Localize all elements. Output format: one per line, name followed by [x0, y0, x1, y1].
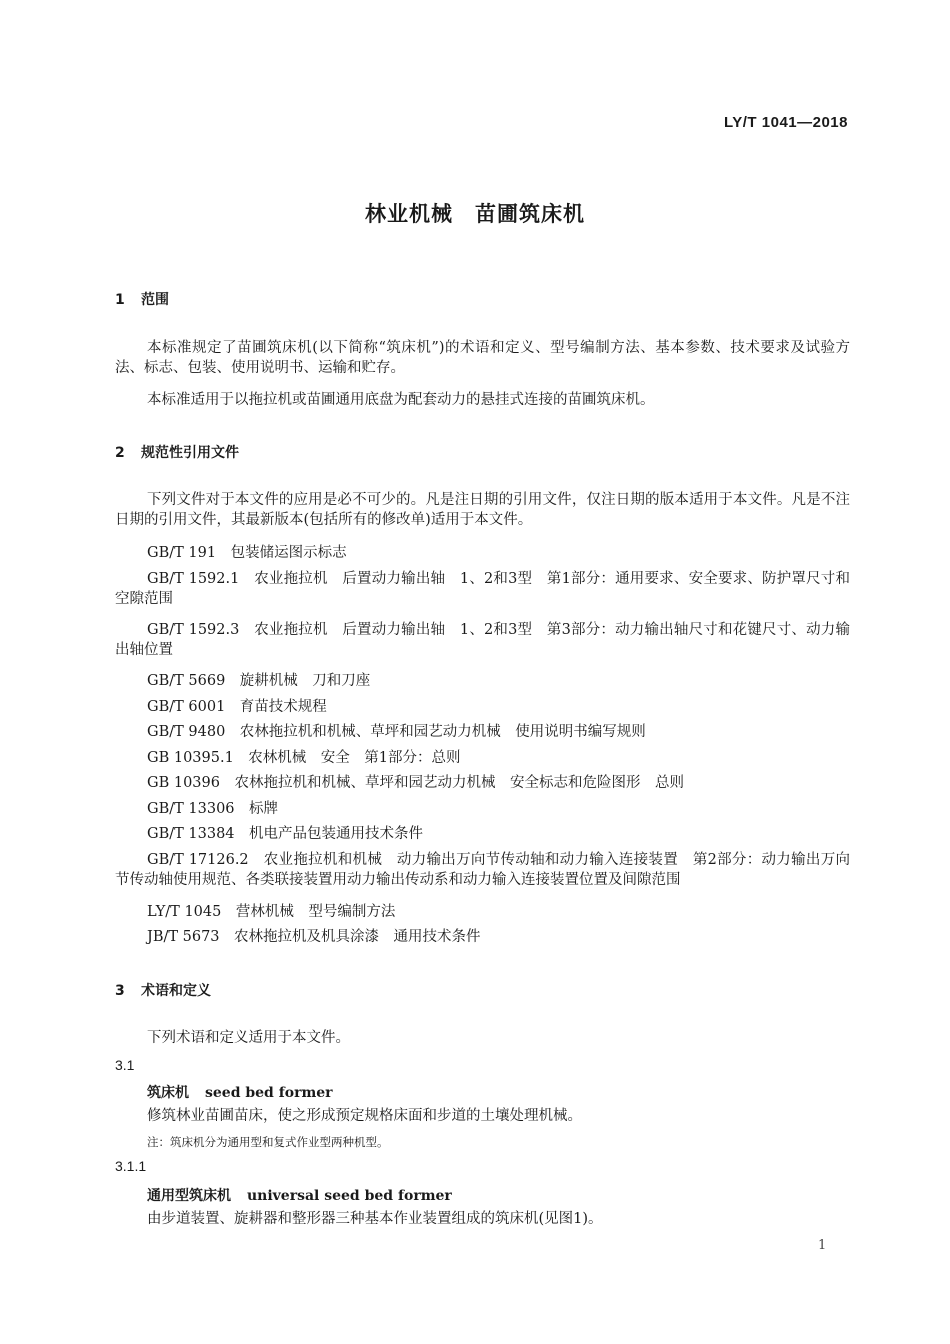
term-zh: 筑床机 — [147, 1085, 189, 1101]
term-en: seed bed former — [205, 1085, 333, 1101]
reference-item: JB/T 5673 农林拖拉机及机具涂漆 通用技术条件 — [147, 929, 481, 945]
section-1-heading — [115, 289, 169, 309]
reference-item: GB/T 13384 机电产品包装通用技术条件 — [147, 826, 424, 842]
reference-item: GB/T 13306 标牌 — [147, 801, 279, 817]
term-zh: 通用型筑床机 — [147, 1188, 231, 1204]
scope-paragraph-1: 本标准规定了苗圃筑床机(以下简称“筑床机”)的术语和定义、型号编制方法、基本参数、技术要求及试验方法、标志、包装、使用说明书、运输和贮存。 — [115, 340, 850, 376]
reference-item: GB 10396 农林拖拉机和机械、草坪和园艺动力机械 安全标志和危险图形 总则 — [147, 775, 684, 791]
page-number: 1 — [818, 1238, 827, 1253]
term-definition: 修筑林业苗圃苗床，使之形成预定规格床面和步道的土壤处理机械。 — [147, 1108, 582, 1124]
clause-number-3-1-1: 3.1.1 — [115, 1158, 147, 1174]
section-number: 3 — [115, 983, 125, 999]
section-title: 范围 — [141, 292, 169, 308]
section-2-heading — [115, 442, 239, 462]
term-3-1 — [147, 1082, 333, 1102]
term-definition: 由步道装置、旋耕器和整形器三种基本作业装置组成的筑床机(见图1)。 — [147, 1211, 603, 1227]
reference-item: GB/T 1592.1 农业拖拉机 后置动力输出轴 1、2和3型 第1部分：通用要求、安全要求、防护罩尺寸和空隙范围 — [115, 571, 850, 607]
standard-number: LY/T 1041—2018 — [723, 114, 848, 131]
document-title: 林业机械 苗圃筑床机 — [365, 202, 585, 226]
reference-item: GB 10395.1 农林机械 安全 第1部分：总则 — [147, 750, 461, 766]
scope-paragraph-2: 本标准适用于以拖拉机或苗圃通用底盘为配套动力的悬挂式连接的苗圃筑床机。 — [147, 392, 655, 408]
section-3-heading — [115, 980, 211, 1000]
section-number: 2 — [115, 445, 125, 461]
reference-item: GB/T 6001 育苗技术规程 — [147, 699, 327, 715]
reference-item: GB/T 5669 旋耕机械 刀和刀座 — [147, 673, 371, 689]
section-title: 规范性引用文件 — [141, 445, 239, 461]
term-3-1-1 — [147, 1185, 452, 1205]
reference-item: LY/T 1045 营林机械 型号编制方法 — [147, 904, 396, 920]
term-note: 注：筑床机分为通用型和复式作业型两种机型。 — [147, 1135, 389, 1149]
section-number: 1 — [115, 292, 125, 308]
term-en: universal seed bed former — [247, 1188, 452, 1204]
reference-item: GB/T 1592.3 农业拖拉机 后置动力输出轴 1、2和3型 第3部分：动力输出轴尺寸和花键尺寸、动力输出轴位置 — [115, 622, 850, 658]
reference-item: GB/T 191 包装储运图示标志 — [147, 545, 347, 561]
terms-intro: 下列术语和定义适用于本文件。 — [147, 1030, 350, 1046]
reference-item: GB/T 9480 农林拖拉机和机械、草坪和园艺动力机械 使用说明书编写规则 — [147, 724, 646, 740]
reference-item: GB/T 17126.2 农业拖拉机和机械 动力输出万向节传动轴和动力输入连接装置 第2部分：动力输出万向节传动轴使用规范、各类联接装置用动力输出传动系和动力输入连接装置位置及间隙范围 — [115, 852, 850, 888]
section-title: 术语和定义 — [141, 983, 211, 999]
normative-intro: 下列文件对于本文件的应用是必不可少的。凡是注日期的引用文件，仅注日期的版本适用于本文件。凡是不注日期的引用文件，其最新版本(包括所有的修改单)适用于本文件。 — [115, 492, 850, 528]
clause-number-3-1: 3.1 — [115, 1057, 135, 1073]
